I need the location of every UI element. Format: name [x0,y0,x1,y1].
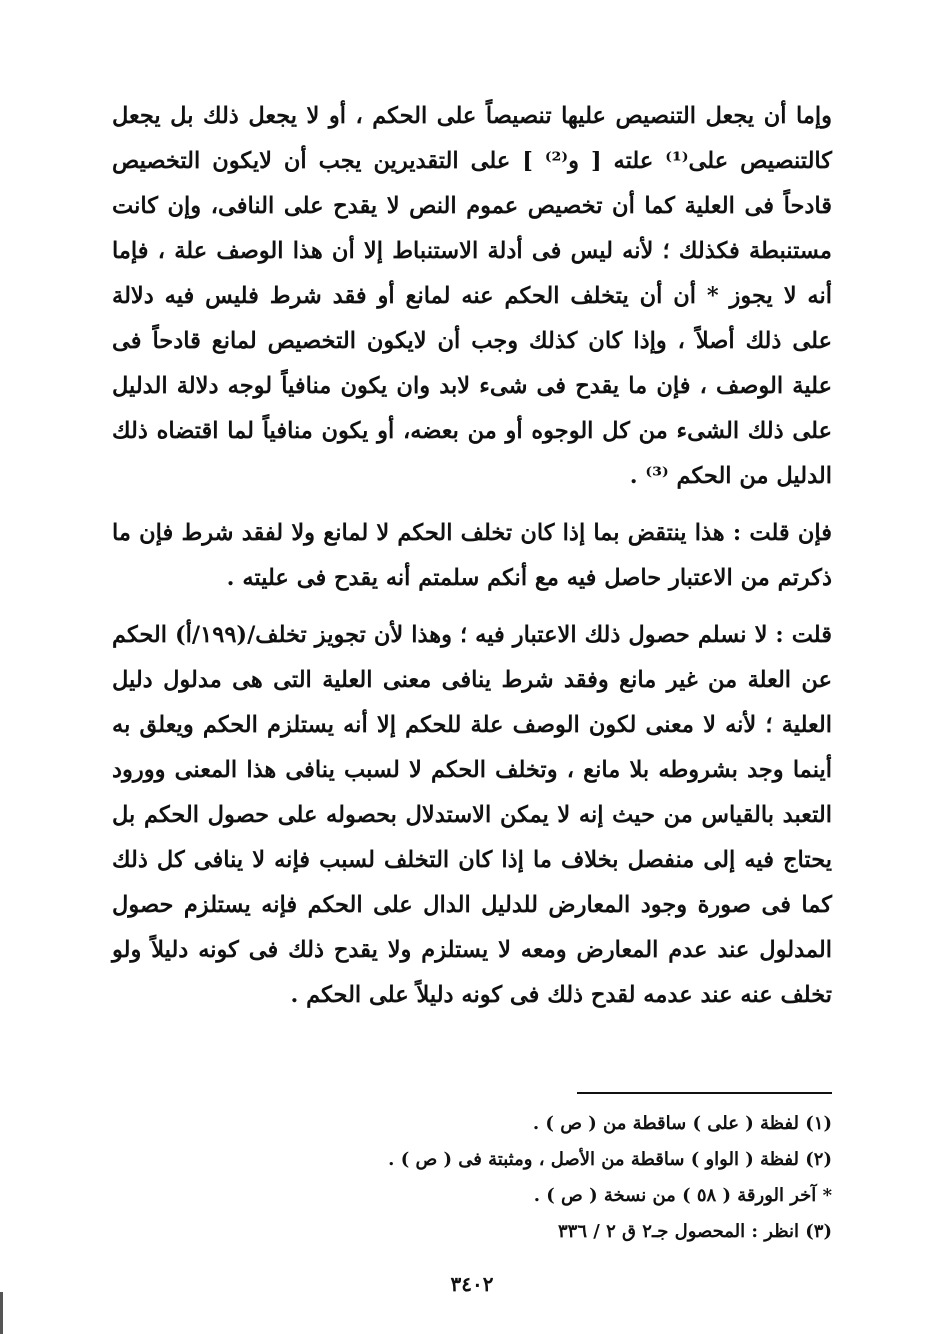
document-page [112,94,832,1334]
paragraph-objection [112,511,832,601]
paragraph-main [112,94,832,499]
paragraph-lead: فإن قلت : [732,520,832,546]
footnote-divider [577,1092,832,1094]
page-number: ٣٤٠٢ [450,1272,494,1296]
paragraph-lead: قلت : [775,622,833,648]
paragraph-text: وإما أن يجعل التنصيص عليها تنصيصاً على الحكم ، أو لا يجعل ذلك بل يجعل كالتنصيص على⁽¹⁾ علته [ و⁽²⁾ ] على التقديرين يجب أن لايكون التخصيص قادحاً فى العلية كما أن تخصيص عموم النص لا يقدح على النافى، وإن كانت مستنبطة فكذلك ؛ لأنه ليس فى أدلة الاستنباط إلا أن هذا الوصف علة ، فإما أنه لا يجوز * أن أن يتخلف الحكم عنه لمانع أو فقد شرط فليس فيه دلالة على ذلك أصلاً ، وإذا كان كذلك وجب أن لايكون التخصيص لمانع قادحاً فى علية الوصف ، فإن ما يقدح فى شىء لابد وان يكون منافياً لوجه دلالة الدليل على ذلك الشىء من كل الوجوه أو من بعضه، أو يكون منافياً لما اقتضاه ذلك الدليل من الحكم ⁽³⁾ . [112,103,832,489]
footnote-1: (١) لفظة ( على ) ساقطة من ( ص ) . [532,1113,832,1134]
footnote-leaf-marker: * آخر الورقة ( ٥٨ ) من نسخة ( ص ) . [533,1185,832,1206]
paragraph-text: هذا ينتقض بما إذا كان تخلف الحكم لا لمانع ولا لفقد شرط فإن ما ذكرتم من الاعتبار حاصل فيه مع أنكم سلمتم أنه يقدح فى عليته . [112,520,832,591]
footnotes [112,1106,832,1250]
paragraph-text: لا نسلم حصول ذلك الاعتبار فيه ؛ وهذا لأن تجويز تخلف/(١٩٩/أ) الحكم عن العلة من غير مانع وفقد شرط ينافى معنى العلية التى هى مدلول دليل العلية ؛ لأنه لا معنى لكون الوصف علة للحكم إلا أنه يستلزم الحكم ويعلق به أينما وجد بشروطه بلا مانع ، وتخلف الحكم لا لسبب ينافى هذا المعنى وورود التعبد بالقياس من حيث إنه لا يمكن الاستدلال بحصوله على حصول الحكم بل يحتاج فيه إلى منفصل بخلاف ما إذا كان التخلف لسبب فإنه لا ينافى كل ذلك كما فى صورة وجود المعارض للدليل الدال على الحكم فإنه يستلزم حصول المدلول عند عدم المعارض ومعه لا يستلزم ولا يقدح ذلك فى كونه دليلاً ولو تخلف عنه عند عدمه لقدح ذلك فى كونه دليلاً على الحكم . [112,622,832,1008]
footnote-2: (٢) لفظة ( الواو ) ساقطة من الأصل ، ومثبتة فى ( ص ) . [388,1149,832,1170]
paragraph-reply [112,613,832,1018]
footnote-3: (٣) انظر : المحصول جـ٢ ق ٢ / ٣٣٦ [557,1221,832,1242]
scan-edge-mark [0,1292,3,1334]
